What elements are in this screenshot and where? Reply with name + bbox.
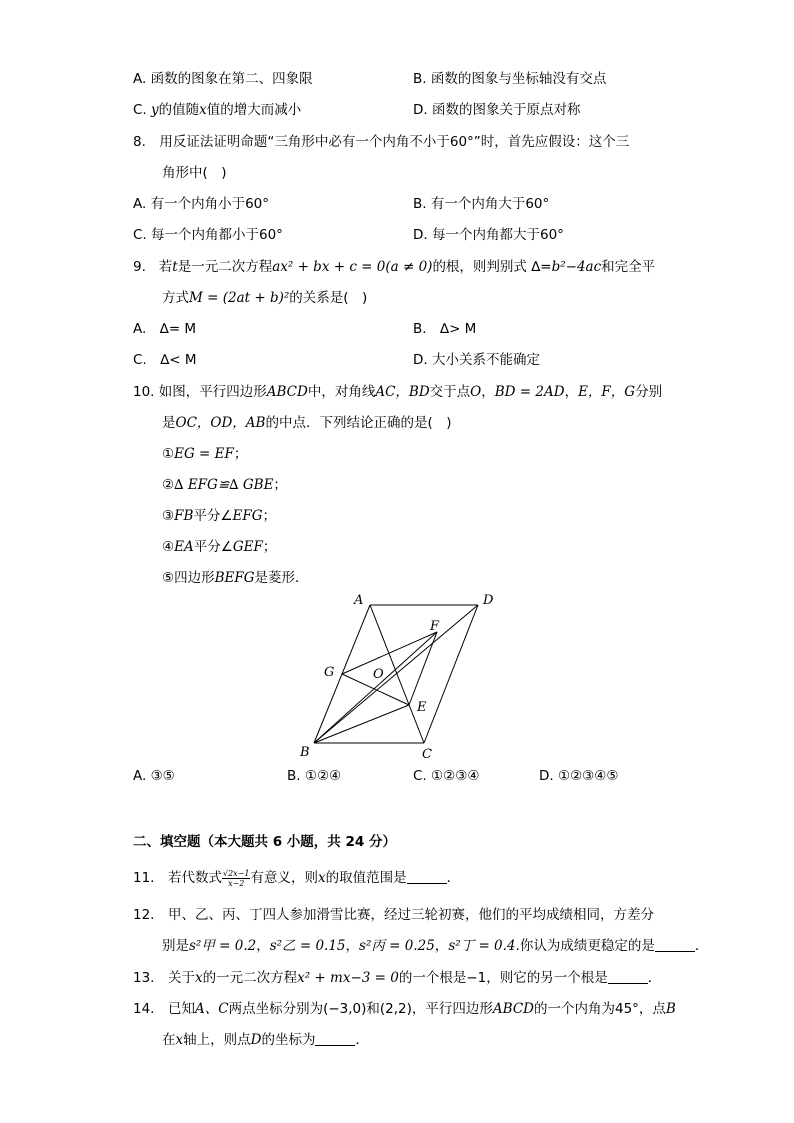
q12-stem-line2: 别是s²甲 = 0.2，s²乙 = 0.15，s²丙 = 0.25，s²丁 = 0.4.你认为成绩更稳定的是 ． <box>162 938 709 954</box>
q7-option-b: B. 函数的图象与坐标轴没有交点 <box>413 71 607 87</box>
q10-statement-1: ①EG = EF； <box>162 446 248 462</box>
q8-stem-line1: 8. 用反证法证明命题“三角形中必有一个内角不小于60°”时，首先应假设：这个三 <box>133 134 630 150</box>
q7-option-a: A. 函数的图象在第二、四象限 <box>133 71 313 87</box>
point-label-f: F <box>430 619 440 634</box>
point-label-e: E <box>417 700 427 715</box>
q8-stem-line2: 角形中( ) <box>162 165 227 181</box>
vertex-label-b: B <box>300 745 310 760</box>
q14-answer-blank[interactable] <box>315 1033 355 1046</box>
q12-stem-line1: 12. 甲、乙、丙、丁四人参加滑雪比赛，经过三轮初赛，他们的平均成绩相同，方差分 <box>133 907 654 923</box>
segment-be <box>314 705 409 743</box>
q7-option-d: D. 函数的图象关于原点对称 <box>413 102 581 118</box>
q10-statement-3: ③FB平分∠EFG； <box>162 508 277 524</box>
q11-fraction: $\frac{√2x-1}{x-2}$ <box>222 868 250 888</box>
q14-stem-line1: 14. 已知A、C两点坐标分别为(−3,0)和(2,2)，平行四边形ABCD的一个内角为45°，点B <box>133 1001 676 1017</box>
q8-option-c: C. 每一个内角都小于60° <box>133 227 283 243</box>
q14-stem-line2: 在x轴上，则点D的坐标为 ． <box>162 1032 369 1048</box>
vertex-label-c: C <box>422 747 432 762</box>
q9-stem-line1: 9. 若t是一元二次方程ax² + bx + c = 0(a ≠ 0)的根，则判别式 ∆=b²−4ac和完全平 <box>133 259 656 275</box>
q10-statement-4: ④EA平分∠GEF； <box>162 539 277 555</box>
q10-statement-5: ⑤四边形BEFG是菱形． <box>162 570 309 586</box>
q11-answer-blank[interactable] <box>407 871 447 884</box>
q10-stem-line1: 10. 如图，平行四边形ABCD中，对角线AC，BD交于点O，BD = 2AD，E，F，G分别 <box>133 384 663 400</box>
q9-option-b: B. ∆> M <box>413 321 477 337</box>
vertex-label-d: D <box>483 593 494 608</box>
diagonal-bd <box>314 605 478 743</box>
q10-option-b: B. ①②④ <box>287 768 342 784</box>
q8-option-d: D. 每一个内角都大于60° <box>413 227 564 243</box>
q13-stem: 13. 关于x的一元二次方程x² + mx−3 = 0的一个根是−1，则它的另一个根是 ． <box>133 970 662 986</box>
q8-option-b: B. 有一个内角大于60° <box>413 196 550 212</box>
q13-answer-blank[interactable] <box>608 971 648 984</box>
q9-stem-line2: 方式M = (2at + b)²的关系是( ) <box>162 290 368 306</box>
point-label-g: G <box>324 665 335 680</box>
q7-option-c: C. y的值随x值的增大而减小 <box>133 102 302 118</box>
section-title-fill-in: 二、填空题（本大题共 6 小题，共 24 分） <box>133 834 396 850</box>
parallelogram-figure <box>290 588 510 763</box>
q10-statement-2: ②∆ EFG≌∆ GBE； <box>162 477 287 493</box>
q9-option-a: A. ∆= M <box>133 321 197 337</box>
q10-option-a: A. ③⑤ <box>133 768 175 784</box>
point-label-o: O <box>373 667 384 682</box>
q9-option-c: C. ∆< M <box>133 352 197 368</box>
q12-answer-blank[interactable] <box>655 939 695 952</box>
q9-option-d: D. 大小关系不能确定 <box>413 352 540 368</box>
vertex-label-a: A <box>354 593 364 608</box>
q10-stem-line2: 是OC，OD，AB的中点．下列结论正确的是( ) <box>162 415 452 431</box>
segment-bf <box>314 632 437 743</box>
q8-option-a: A. 有一个内角小于60° <box>133 196 270 212</box>
q10-option-d: D. ①②③④⑤ <box>539 768 619 784</box>
q11-stem: 11. 若代数式 $\frac{√2x-1}{x-2}$ 有意义，则x的取值范围是 ． <box>133 868 461 888</box>
q10-option-c: C. ①②③④ <box>413 768 480 784</box>
